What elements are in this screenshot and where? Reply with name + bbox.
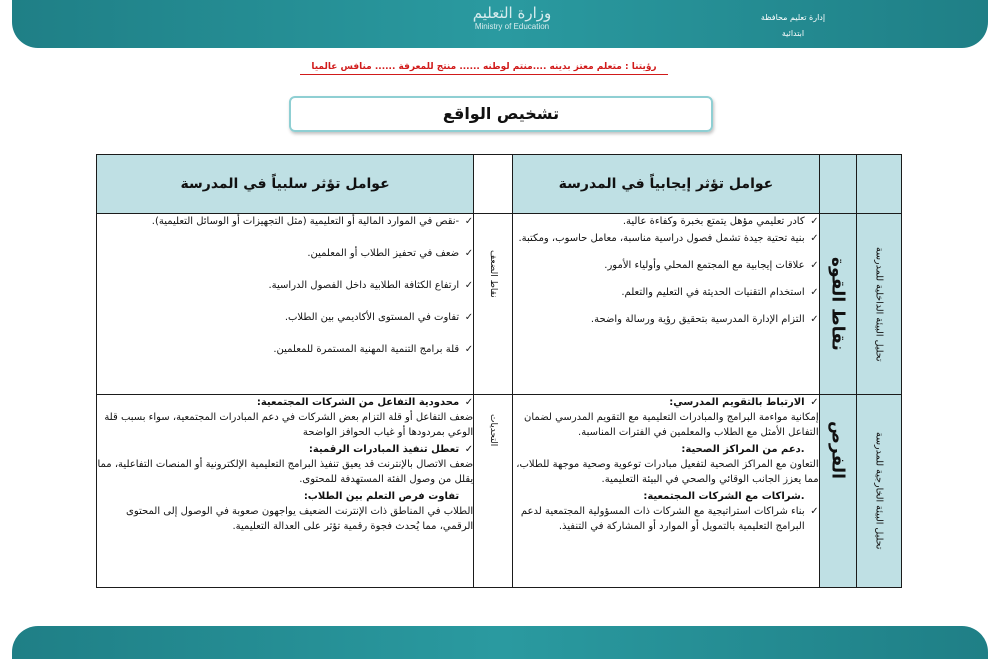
strengths-label: نقاط القوة [827,257,848,351]
opportunity-heading: .دعم من المراكز الصحية: [681,444,805,455]
external-analysis-label: تحليل البيئة الخارجية للمدرسة [873,432,885,550]
strengths-label-cell [819,214,856,395]
threat-text: ضعف الاتصال بالإنترنت قد يعيق تنفيذ البرامج التعليمية الإلكترونية أو المنصات التفاعلية، مما يقلل من وصول الفئة المستهدفة للمحتوى. [97,459,474,485]
strength-item: ✓ التزام الإدارة المدرسية بتحقيق رؤية ورسالة واضحة. [513,312,818,327]
weakness-item: ✓ ضعف في تحفيز الطلاب أو المعلمين. [97,246,473,261]
threat-text: ضعف التفاعل أو قلة التزام بعض الشركات في دعم المبادرات المجتمعية، سواء بسبب قلة الوعي بمردودها أو غياب الحوافز الواضحة [104,412,474,438]
opportunity-heading: .شراكات مع الشركات المجتمعية: [643,491,805,502]
weakness-item: ✓ قلة برامج التنمية المهنية المستمرة للمعلمين. [97,342,473,357]
weaknesses-list [97,214,473,357]
strength-item: ✓ علاقات إيجابية مع المجتمع المحلي وأولياء الأمور. [513,258,818,273]
external-analysis-label-cell [856,395,901,588]
strengths-cell [513,214,819,395]
vision-statement: رؤيتنا : متعلم معتز بدينه ....منتم لوطنه ...... منتج للمعرفة ...... منافس عالميا [300,62,668,75]
weaknesses-cell [97,214,474,395]
ministry-name-ar: وزارة التعليم [472,4,552,22]
weaknesses-label: نقاط الضعف [488,250,499,298]
ministry-logo [442,4,582,32]
internal-analysis-label: تحليل البيئة الداخلية للمدرسة [873,246,885,362]
header-corner-analysis [856,155,901,214]
swot-header-row [97,155,902,214]
weakness-item: ✓ -نقص في الموارد المالية أو التعليمية (مثل التجهيزات أو الوسائل التعليمية). [97,214,473,229]
swot-external-row [97,395,902,588]
threats-cell [97,395,474,588]
weakness-item: ✓ ارتفاع الكثافة الطلابية داخل الفصول الدراسية. [97,278,473,293]
header-corner-tag [819,155,856,214]
strength-item: ✓ استخدام التقنيات الحديثة في التعليم والتعلم. [513,285,818,300]
strengths-list [513,214,818,327]
threat-heading: ✓ تعطل تنفيذ المبادرات الرقمية: [97,442,473,457]
negative-factors-header: عوامل تؤثر سلبياً في المدرسة [97,155,474,214]
page-title: تشخيص الواقع [289,96,713,132]
header-corner-gap [474,155,513,214]
opportunities-label: الفرص [827,421,848,479]
threat-heading: تفاوت فرص التعلم بين الطلاب: [303,491,460,502]
ministry-name-en: Ministry of Education [474,22,550,31]
bottom-banner [12,626,988,659]
opportunity-text: التعاون مع المراكز الصحية لتفعيل مبادرات توعوية وصحية موجهة للطلاب، مما يعزز الجانب الوقائي والصحي في البيئة التعليمية. [516,459,819,485]
strength-item: ✓ بنية تحتية جيدة تشمل فصول دراسية مناسبة، معامل حاسوب، ومكتبة. [513,231,818,246]
internal-analysis-label-cell [856,214,901,395]
admin-line-1: إدارة تعليم محافظة [760,13,826,22]
opportunities-cell [513,395,819,588]
opportunity-text: إمكانية مواءمة البرامج والمبادرات التعليمية مع التقويم المدرسي لضمان التفاعل الأمثل مع الطلاب والمعلمين في الفترات المناسبة. [524,412,819,438]
weakness-item: ✓ تفاوت في المستوى الأكاديمي بين الطلاب. [97,310,473,325]
threat-text: الطلاب في المناطق ذات الإنترنت الضعيف يواجهون صعوبة في الوصول إلى المحتوى الرقمي، مما يُحدث فجوة رقمية تؤثر على العدالة التعليمية. [126,506,474,532]
opportunities-label-cell [819,395,856,588]
admin-line-2: ابتدائية [781,29,805,38]
threats-label: التحديات [488,413,499,447]
threats-label-cell [474,395,513,588]
weaknesses-label-cell [474,214,513,395]
opportunity-heading: ✓ الارتباط بالتقويم المدرسي: [513,395,818,410]
strength-item: ✓ كادر تعليمي مؤهل يتمتع بخبرة وكفاءة عالية. [513,214,818,229]
positive-factors-header: عوامل تؤثر إيجابياً في المدرسة [513,155,819,214]
school-admin-block [748,10,838,42]
opportunity-text: ✓ بناء شراكات استراتيجية مع الشركات ذات المسؤولية المجتمعية لدعم البرامج التعليمية بالتمويل أو الموارد أو المشاركة في التنفيذ. [513,504,818,534]
swot-table [96,154,902,588]
threat-heading: ✓ محدودية التفاعل من الشركات المجتمعية: [97,395,473,410]
top-banner [12,0,988,48]
swot-internal-row [97,214,902,395]
